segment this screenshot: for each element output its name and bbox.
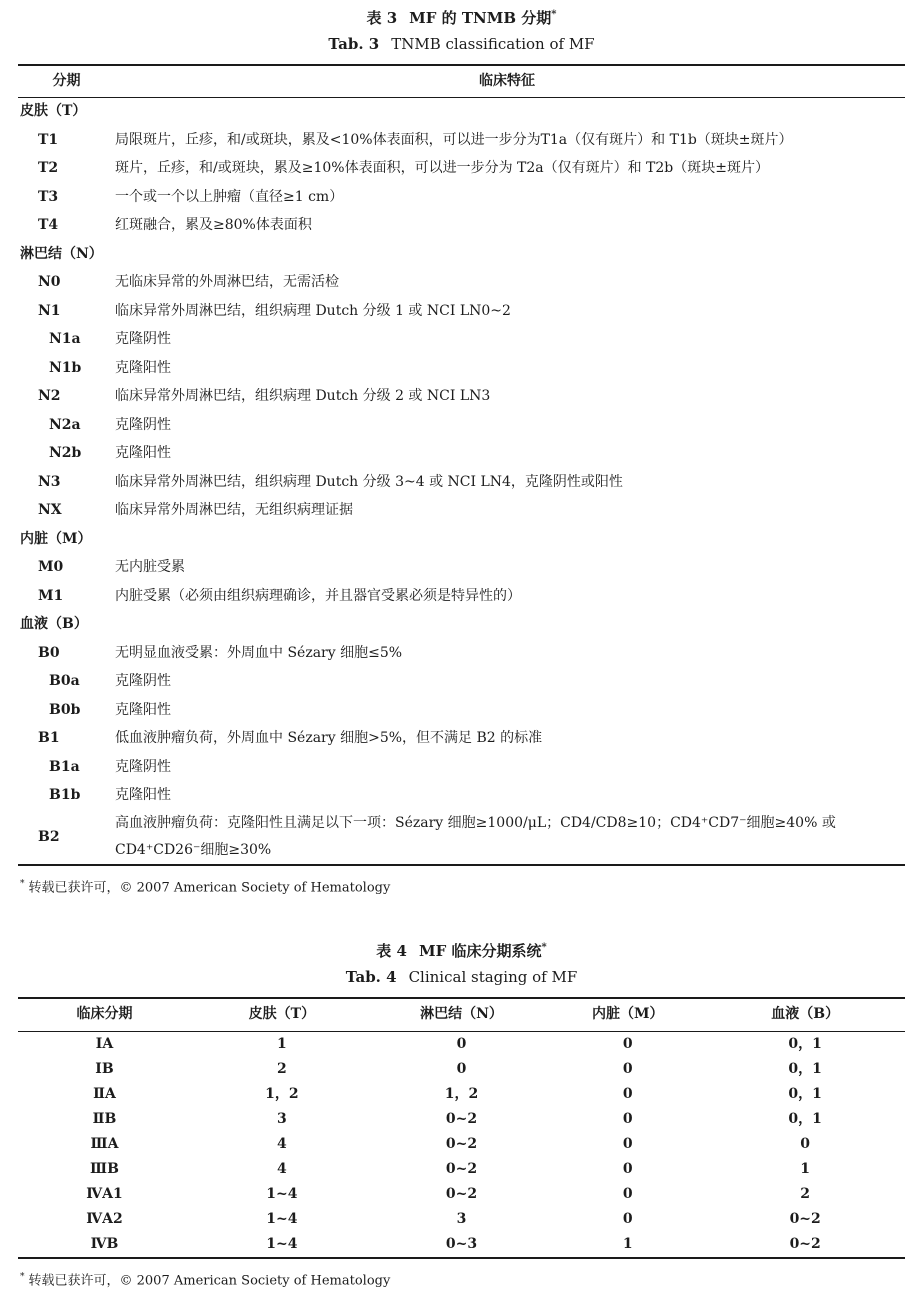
stage-code: N3 bbox=[38, 473, 61, 490]
tnmb-row-N1 bbox=[18, 297, 905, 326]
blood-b-value: 0，1 bbox=[788, 1035, 822, 1052]
staging-header-node: 淋巴结（N） bbox=[420, 1006, 503, 1023]
stage-code: 内脏（M） bbox=[20, 530, 92, 547]
staging-row-8 bbox=[18, 1232, 905, 1257]
stage-description: 无临床异常的外周淋巴结，无需活检 bbox=[115, 274, 339, 291]
tnmb-row-N0 bbox=[18, 269, 905, 298]
tnmb-row-B1a bbox=[18, 753, 905, 782]
tnmb-row-B0 bbox=[18, 639, 905, 668]
clinical-stage: ⅣA1 bbox=[86, 1185, 123, 1202]
tnmb-row-M bbox=[18, 525, 905, 554]
tnmb-row-B0a bbox=[18, 668, 905, 697]
stage-description: 局限斑片，丘疹，和/或斑块，累及<10%体表面积，可以进一步分为T1a（仅有斑片）和 T1b（斑块±斑片） bbox=[115, 131, 793, 148]
stage-description: 内脏受累（必须由组织病理确诊，并且器官受累必须是特异性的） bbox=[115, 587, 521, 604]
clinical-stage: ⅢB bbox=[90, 1160, 119, 1177]
blood-b-value: 0 bbox=[800, 1135, 811, 1152]
table4-title-asterisk: * bbox=[541, 942, 547, 954]
staging-row-7 bbox=[18, 1207, 905, 1232]
stage-description: 红斑融合，累及≥80%体表面积 bbox=[115, 217, 312, 234]
clinical-stage: ⅣA2 bbox=[86, 1210, 123, 1227]
stage-description: 无内脏受累 bbox=[115, 559, 185, 576]
stage-description: 临床异常外周淋巴结，组织病理 Dutch 分级 3~4 或 NCI LN4，克隆阴性或阳性 bbox=[115, 473, 623, 490]
tnmb-row-N bbox=[18, 240, 905, 269]
stage-description: 克隆阳性 bbox=[115, 445, 171, 462]
tnmb-header-features: 临床特征 bbox=[479, 72, 535, 89]
tnmb-row-T1 bbox=[18, 126, 905, 155]
staging-header-blood: 血液（B） bbox=[771, 1006, 840, 1023]
tnmb-row-B2 bbox=[18, 810, 905, 864]
stage-description: 临床异常外周淋巴结，无组织病理证据 bbox=[115, 502, 353, 519]
stage-code: N1 bbox=[38, 302, 61, 319]
visceral-m-value: 0 bbox=[622, 1160, 633, 1177]
stage-code: 血液（B） bbox=[20, 616, 88, 633]
node-n-value: 1，2 bbox=[444, 1085, 479, 1102]
skin-t-value: 1~4 bbox=[266, 1185, 298, 1202]
node-n-value: 0~2 bbox=[445, 1135, 478, 1152]
stage-code: B1b bbox=[49, 787, 81, 804]
tnmb-row-N2 bbox=[18, 383, 905, 412]
skin-t-value: 1~4 bbox=[266, 1235, 298, 1252]
tnmb-row-NX bbox=[18, 497, 905, 526]
table4-title-zh-text: MF 临床分期系统 bbox=[418, 942, 542, 961]
table3-section bbox=[18, 8, 905, 897]
tnmb-table-body bbox=[18, 98, 905, 865]
staging-row-2 bbox=[18, 1082, 905, 1107]
blood-b-value: 0，1 bbox=[788, 1085, 822, 1102]
blood-b-value: 0~2 bbox=[789, 1235, 821, 1252]
staging-header-visceral: 内脏（M） bbox=[592, 1006, 664, 1023]
stage-description: 低血液肿瘤负荷，外周血中 Sézary 细胞>5%，但不满足 B2 的标准 bbox=[115, 730, 543, 747]
stage-code: N2 bbox=[38, 388, 61, 405]
visceral-m-value: 0 bbox=[622, 1035, 633, 1052]
blood-b-value: 0~2 bbox=[789, 1210, 821, 1227]
stage-code: N0 bbox=[38, 274, 61, 291]
stage-code: N1a bbox=[49, 331, 81, 348]
table4-footnote-marker: * bbox=[20, 1271, 25, 1282]
stage-description: 克隆阳性 bbox=[115, 701, 171, 718]
stage-code: T3 bbox=[38, 188, 59, 205]
visceral-m-value: 0 bbox=[622, 1085, 633, 1102]
stage-description: 高血液肿瘤负荷：克隆阳性且满足以下一项：Sézary 细胞≥1000/μL；CD4/CD8≥10；CD4⁺CD7⁻细胞≥40% 或 CD4⁺CD26⁻细胞≥30% bbox=[115, 815, 836, 858]
table4-footnote-text: 转载已获许可，© 2007 American Society of Hematology bbox=[28, 1273, 391, 1289]
tnmb-row-N2a bbox=[18, 411, 905, 440]
stage-code: B2 bbox=[38, 828, 60, 845]
visceral-m-value: 0 bbox=[622, 1135, 633, 1152]
table4-label-en: Tab. 4 bbox=[345, 967, 397, 986]
clinical-stage: ⅠA bbox=[95, 1035, 114, 1052]
table3-footnote bbox=[18, 879, 905, 897]
tnmb-row-T4 bbox=[18, 212, 905, 241]
stage-code: B1a bbox=[49, 758, 80, 775]
skin-t-value: 1 bbox=[276, 1035, 287, 1052]
stage-code: T2 bbox=[38, 160, 59, 177]
stage-code: 淋巴结（N） bbox=[20, 245, 103, 262]
tnmb-row-T3 bbox=[18, 183, 905, 212]
tnmb-row-N1b bbox=[18, 354, 905, 383]
table4-title-zh bbox=[18, 941, 905, 963]
table4-title-en-text: Clinical staging of MF bbox=[408, 967, 578, 986]
tnmb-row-T2 bbox=[18, 155, 905, 184]
stage-description: 克隆阳性 bbox=[115, 787, 171, 804]
stage-description: 一个或一个以上肿瘤（直径≥1 cm） bbox=[115, 188, 344, 205]
stage-code: T1 bbox=[38, 131, 59, 148]
staging-table bbox=[18, 997, 905, 1259]
section-gap bbox=[18, 897, 905, 939]
blood-b-value: 1 bbox=[800, 1160, 811, 1177]
stage-description: 临床异常外周淋巴结，组织病理 Dutch 分级 1 或 NCI LN0~2 bbox=[115, 302, 511, 319]
table3-title-en bbox=[18, 34, 905, 56]
tnmb-table bbox=[18, 64, 905, 867]
skin-t-value: 4 bbox=[276, 1160, 287, 1177]
clinical-stage: ⅢA bbox=[90, 1135, 119, 1152]
stage-code: N2a bbox=[49, 416, 81, 433]
node-n-value: 0 bbox=[456, 1035, 467, 1052]
stage-code: M0 bbox=[38, 559, 64, 576]
visceral-m-value: 0 bbox=[622, 1210, 633, 1227]
table3-title-zh-text: MF 的 TNMB 分期 bbox=[409, 9, 552, 27]
table3-title-zh bbox=[18, 8, 905, 30]
visceral-m-value: 0 bbox=[622, 1185, 633, 1202]
visceral-m-value: 0 bbox=[622, 1060, 633, 1077]
stage-description: 临床异常外周淋巴结，组织病理 Dutch 分级 2 或 NCI LN3 bbox=[115, 388, 491, 405]
staging-header-skin: 皮肤（T） bbox=[248, 1006, 316, 1023]
skin-t-value: 1~4 bbox=[266, 1210, 298, 1227]
stage-code: B0a bbox=[49, 673, 80, 690]
stage-description: 克隆阴性 bbox=[115, 758, 171, 775]
table3-label-zh: 表 3 bbox=[366, 9, 398, 27]
tnmb-row-N2b bbox=[18, 440, 905, 469]
skin-t-value: 1，2 bbox=[265, 1085, 299, 1102]
table3-title-en-text: TNMB classification of MF bbox=[391, 34, 595, 53]
visceral-m-value: 1 bbox=[622, 1235, 633, 1252]
blood-b-value: 0，1 bbox=[788, 1060, 822, 1077]
node-n-value: 0~3 bbox=[445, 1235, 478, 1252]
table4-section bbox=[18, 941, 905, 1290]
stage-code: N2b bbox=[49, 445, 82, 462]
tnmb-row-B1b bbox=[18, 782, 905, 811]
node-n-value: 3 bbox=[456, 1210, 467, 1227]
blood-b-value: 0，1 bbox=[788, 1110, 822, 1127]
table3-footnote-marker: * bbox=[20, 879, 25, 889]
stage-description: 无明显血液受累：外周血中 Sézary 细胞≤5% bbox=[115, 644, 403, 661]
stage-description: 斑片，丘疹，和/或斑块，累及≥10%体表面积，可以进一步分为 T2a（仅有斑片）和 T2b（斑块±斑片） bbox=[115, 160, 769, 177]
clinical-stage: ⅡB bbox=[92, 1110, 117, 1127]
blood-b-value: 2 bbox=[800, 1185, 811, 1202]
tnmb-row-B0b bbox=[18, 696, 905, 725]
staging-row-3 bbox=[18, 1107, 905, 1132]
node-n-value: 0~2 bbox=[445, 1160, 478, 1177]
stage-code: B1 bbox=[38, 730, 60, 747]
node-n-value: 0~2 bbox=[445, 1185, 478, 1202]
clinical-stage: ⅠB bbox=[95, 1060, 114, 1077]
tnmb-row-B bbox=[18, 611, 905, 640]
table3-label-en: Tab. 3 bbox=[328, 34, 380, 53]
stage-description: 克隆阴性 bbox=[115, 331, 171, 348]
skin-t-value: 2 bbox=[276, 1060, 287, 1077]
staging-header-stage: 临床分期 bbox=[76, 1006, 133, 1023]
tnmb-row-N3 bbox=[18, 468, 905, 497]
tnmb-row-N1a bbox=[18, 326, 905, 355]
staging-row-0 bbox=[18, 1032, 905, 1057]
tnmb-header-stage: 分期 bbox=[52, 72, 81, 89]
stage-description: 克隆阴性 bbox=[115, 673, 171, 690]
stage-code: 皮肤（T） bbox=[20, 103, 87, 120]
skin-t-value: 4 bbox=[276, 1135, 287, 1152]
node-n-value: 0~2 bbox=[445, 1110, 478, 1127]
staging-table-body bbox=[18, 1032, 905, 1257]
clinical-stage: ⅡA bbox=[93, 1085, 116, 1102]
table4-footnote bbox=[18, 1272, 905, 1290]
tnmb-row-T bbox=[18, 98, 905, 127]
stage-code: B0b bbox=[49, 701, 81, 718]
staging-row-5 bbox=[18, 1157, 905, 1182]
stage-code: NX bbox=[38, 502, 62, 519]
table4-title-en bbox=[18, 967, 905, 989]
staging-row-1 bbox=[18, 1057, 905, 1082]
staging-table-header bbox=[18, 999, 905, 1032]
tnmb-table-header bbox=[18, 66, 905, 98]
stage-code: N1b bbox=[49, 359, 82, 376]
stage-code: B0 bbox=[38, 644, 60, 661]
stage-description: 克隆阳性 bbox=[115, 359, 171, 376]
stage-code: M1 bbox=[38, 587, 64, 604]
tnmb-row-B1 bbox=[18, 725, 905, 754]
table3-footnote-text: 转载已获许可，© 2007 American Society of Hematology bbox=[28, 880, 391, 896]
node-n-value: 0 bbox=[456, 1060, 467, 1077]
visceral-m-value: 0 bbox=[622, 1110, 633, 1127]
skin-t-value: 3 bbox=[276, 1110, 287, 1127]
table3-title-asterisk: * bbox=[551, 9, 557, 20]
clinical-stage: ⅣB bbox=[90, 1235, 119, 1252]
tnmb-row-M1 bbox=[18, 582, 905, 611]
stage-code: T4 bbox=[38, 217, 59, 234]
tnmb-row-M0 bbox=[18, 554, 905, 583]
staging-row-6 bbox=[18, 1182, 905, 1207]
staging-row-4 bbox=[18, 1132, 905, 1157]
stage-description: 克隆阴性 bbox=[115, 416, 171, 433]
table4-label-zh: 表 4 bbox=[376, 942, 407, 961]
